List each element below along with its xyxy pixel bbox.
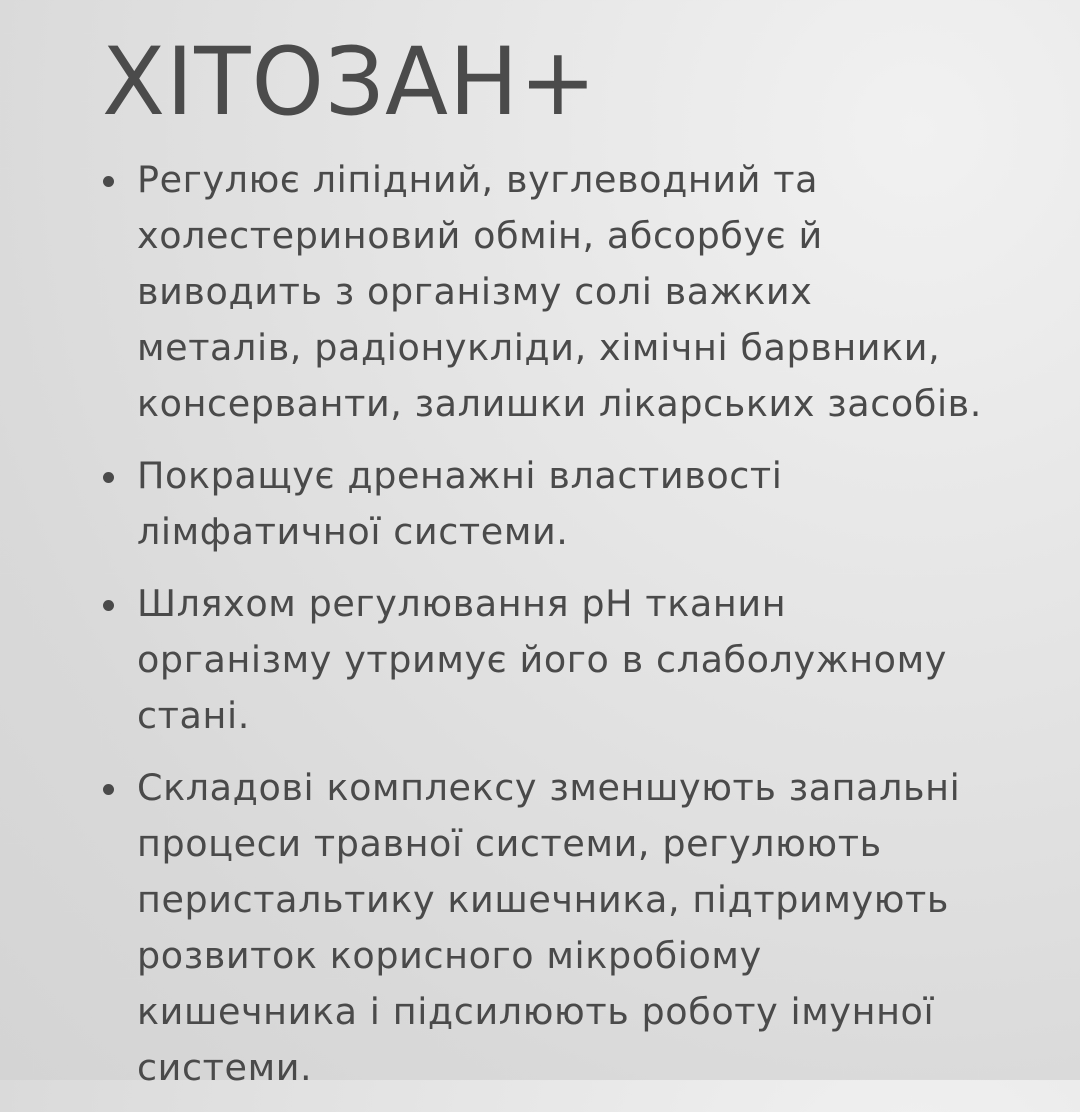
page-title: ХІТОЗАН+ [102,28,598,137]
list-item-line: металів, радіонукліди, хімічні барвники, [137,326,941,369]
list-item-line: організму утримує його в слаболужному [137,638,947,681]
bullet-dot-icon [103,472,114,483]
list-item-line: лімфатичної системи. [137,510,569,553]
list-item-line: процеси травної системи, регулюють [137,822,882,865]
benefits-list [100,152,1060,1112]
bullet-dot-icon [103,784,114,795]
list-item-line: стані. [137,694,250,737]
list-item-line: Регулює ліпідний, вуглеводний та [137,158,819,201]
list-item-line: Шляхом регулювання pH тканин [137,582,787,625]
list-item-line: Складові комплексу зменшують запальні [137,766,961,809]
list-item [100,576,1060,744]
list-item-line: системи. [137,1046,313,1089]
bullet-dot-icon [103,176,114,187]
list-item-line: кишечника і підсилюють роботу імунної [137,990,935,1033]
bullet-dot-icon [103,600,114,611]
list-item [100,760,1060,1096]
list-item-line: Покращує дренажні властивості [137,454,783,497]
list-item-line: холестериновий обмін, абсорбує й [137,214,823,257]
list-item-line: виводить з організму солі важких [137,270,813,313]
list-item-line: розвиток корисного мікробіому [137,934,762,977]
list-item-line: консерванти, залишки лікарських засобів. [137,382,983,425]
list-item-line: перистальтику кишечника, підтримують [137,878,949,921]
list-item [100,152,1060,432]
list-item [100,448,1060,560]
